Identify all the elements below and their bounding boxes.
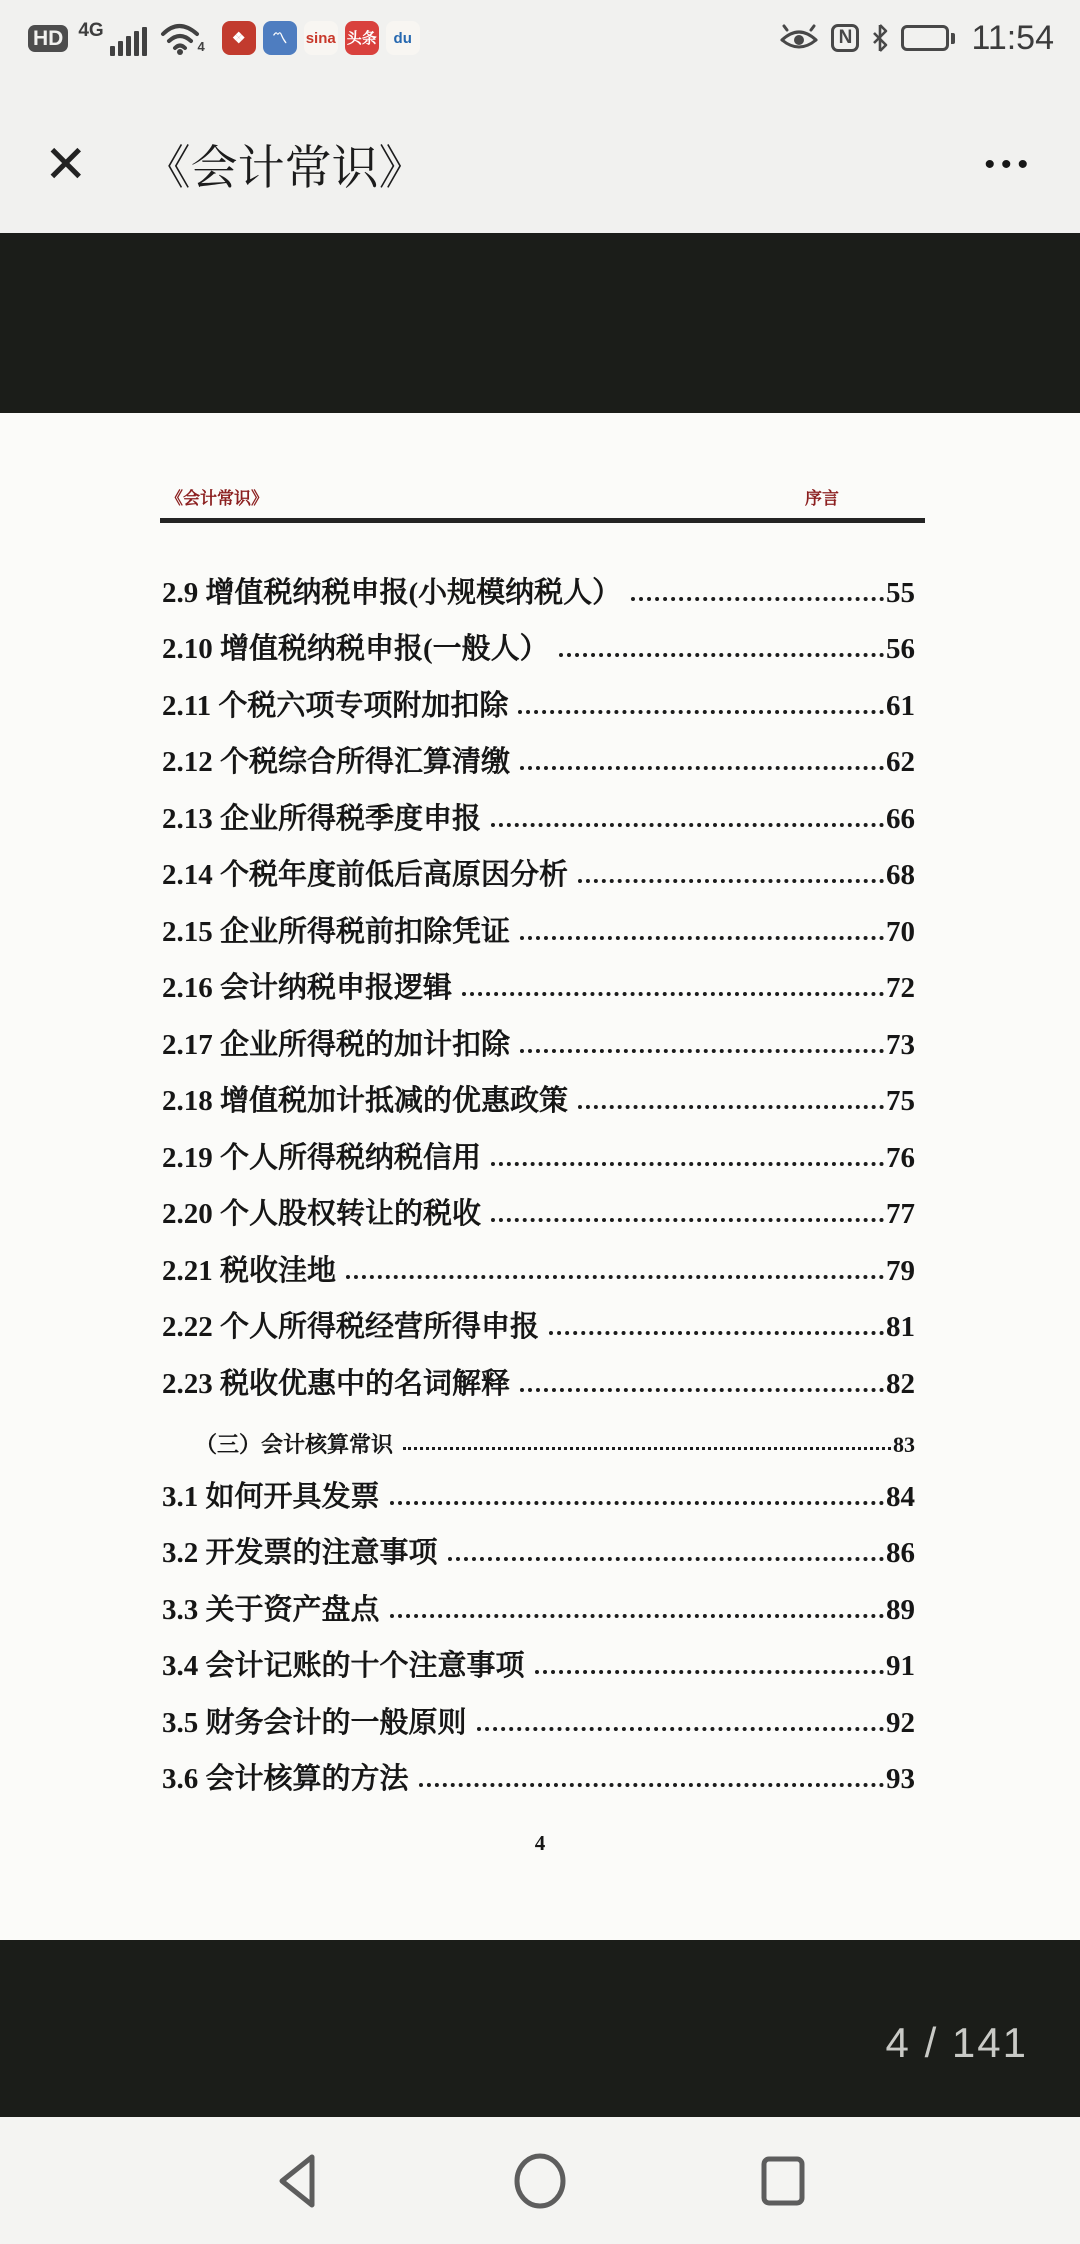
nfc-icon: N — [831, 24, 859, 52]
toc-entry-page: 68 — [886, 859, 915, 892]
sina-app-icon — [304, 21, 338, 55]
toc-entry-label: 2.23 税收优惠中的名词解释 — [162, 1367, 511, 1400]
toc-dot-leader — [631, 597, 884, 601]
toc-dot-leader — [419, 1783, 884, 1787]
header-rule — [160, 518, 925, 523]
toc-dot-leader — [390, 1501, 884, 1505]
signal-strength-icon — [107, 27, 147, 56]
toc-entry-page: 62 — [886, 746, 915, 779]
toc-row — [162, 1515, 915, 1572]
status-bar — [0, 0, 1080, 70]
toc-entry-page: 79 — [886, 1254, 915, 1287]
toc-entry-page: 76 — [886, 1141, 915, 1174]
toc-entry-label: 2.21 税收洼地 — [162, 1254, 337, 1287]
toc-row — [162, 893, 915, 950]
status-bar-left — [28, 20, 420, 56]
toc-row — [162, 1063, 915, 1120]
toc-entry-label: 3.6 会计核算的方法 — [162, 1763, 409, 1796]
page-footer-number: 4 — [534, 1831, 546, 1856]
toc-dot-leader — [390, 1614, 884, 1618]
toc-row — [162, 1119, 915, 1176]
nav-home-button[interactable] — [512, 2153, 568, 2209]
toc-row — [162, 780, 915, 837]
document-page — [0, 413, 1080, 1940]
wifi-icon — [159, 20, 203, 56]
toc-entry-page: 72 — [886, 972, 915, 1005]
toc-entry-label: （三）会计核算常识 — [195, 1431, 394, 1457]
toutiao-app-icon — [345, 21, 379, 55]
more-options-icon[interactable]: ••• — [984, 147, 1034, 181]
toc-row — [162, 554, 915, 611]
notification-app-glyph: 头条 — [346, 29, 377, 47]
toc-entry-page: 56 — [886, 633, 915, 666]
toc-dot-leader — [535, 1670, 884, 1674]
toc-entry-label: 2.20 个人股权转让的税收 — [162, 1198, 482, 1231]
toc-entry-page: 89 — [886, 1593, 915, 1626]
toc-row — [162, 1684, 915, 1741]
toc-entry-page: 82 — [886, 1367, 915, 1400]
toc-row — [162, 1741, 915, 1798]
android-nav-bar — [0, 2117, 1080, 2244]
notification-app-glyph: 〽 — [272, 29, 288, 47]
toc-entry-label: 3.1 如何开具发票 — [162, 1480, 380, 1513]
toc-dot-leader — [578, 879, 884, 883]
toc-entry-label: 2.22 个人所得税经营所得申报 — [162, 1311, 540, 1344]
toc-entry-label: 2.18 增值税加计抵减的优惠政策 — [162, 1085, 569, 1118]
toc-entry-label: 2.9 增值税纳税申报(小规模纳税人） — [162, 576, 622, 609]
viewer-background-top — [0, 233, 1080, 413]
toc-row — [162, 950, 915, 1007]
toc-row — [162, 724, 915, 781]
toc-entry-label: 2.15 企业所得税前扣除凭证 — [162, 915, 511, 948]
toc-entry-page: 83 — [893, 1431, 915, 1457]
toc-entry-label: 3.2 开发票的注意事项 — [162, 1537, 438, 1570]
toc-dot-leader — [448, 1557, 884, 1561]
toc-row — [162, 1571, 915, 1628]
toc-entry-label: 2.19 个人所得税纳税信用 — [162, 1141, 482, 1174]
eye-comfort-icon — [779, 23, 819, 53]
toc-row — [162, 1232, 915, 1289]
viewer-background-bottom — [0, 1940, 1080, 2117]
clock-time: 11:54 — [971, 18, 1054, 57]
toc-entry-label: 2.11 个税六项专项附加扣除 — [162, 689, 509, 722]
toc-entry-page: 75 — [886, 1085, 915, 1118]
bluetooth-icon — [871, 23, 889, 53]
toc-row — [162, 1289, 915, 1346]
toc-entry-page: 77 — [886, 1198, 915, 1231]
notification-icons — [215, 21, 420, 55]
toc-entry-page: 86 — [886, 1537, 915, 1570]
toc-dot-leader — [520, 1388, 884, 1392]
toc-entry-page: 81 — [886, 1311, 915, 1344]
toc-row — [162, 1628, 915, 1685]
toc-row — [162, 837, 915, 894]
toc-entry-page: 93 — [886, 1763, 915, 1796]
toc-dot-leader — [346, 1275, 884, 1279]
toc-dot-leader — [520, 1049, 884, 1053]
toc-dot-leader — [549, 1331, 884, 1335]
table-of-contents — [162, 554, 915, 1797]
toc-dot-leader — [520, 936, 884, 940]
wifi-generation-badge: 4 — [197, 39, 205, 54]
toc-entry-page: 91 — [886, 1650, 915, 1683]
toc-entry-label: 2.16 会计纳税申报逻辑 — [162, 972, 453, 1005]
toc-dot-leader — [491, 1218, 884, 1222]
hd-volte-icon: HD — [28, 25, 68, 52]
toc-entry-page: 73 — [886, 1028, 915, 1061]
toc-entry-label: 2.10 增值税纳税申报(一般人） — [162, 633, 549, 666]
toc-entry-page: 55 — [886, 576, 915, 609]
toc-entry-page: 84 — [886, 1480, 915, 1513]
toc-entry-label: 2.13 企业所得税季度申报 — [162, 802, 482, 835]
toc-row — [162, 1176, 915, 1233]
toc-entry-page: 61 — [886, 689, 915, 722]
toc-entry-label: 3.4 会计记账的十个注意事项 — [162, 1650, 525, 1683]
document-title-bar — [0, 70, 1080, 233]
notification-app-glyph: sina — [305, 29, 336, 47]
baidu-app-icon — [386, 21, 420, 55]
battery-icon — [901, 25, 955, 51]
nav-recents-button[interactable] — [760, 2155, 806, 2207]
toc-entry-label: 3.3 关于资产盘点 — [162, 1593, 380, 1626]
toc-entry-label: 2.17 企业所得税的加计扣除 — [162, 1028, 511, 1061]
page-header — [166, 413, 839, 509]
page-header-right: 序言 — [805, 489, 839, 508]
toc-row — [162, 1345, 915, 1402]
toc-dot-leader — [520, 766, 884, 770]
toc-dot-leader — [491, 823, 884, 827]
document-viewport[interactable] — [0, 233, 1080, 2117]
page-header-left: 《会计常识》 — [166, 489, 268, 508]
toc-entry-page: 70 — [886, 915, 915, 948]
notification-app-glyph: ❖ — [231, 29, 246, 47]
toc-dot-leader — [462, 992, 884, 996]
notification-app-glyph: du — [393, 29, 412, 47]
toc-dot-leader — [491, 1162, 884, 1166]
toc-entry-label: 2.14 个税年度前低后高原因分析 — [162, 859, 569, 892]
red-knot-app-icon — [222, 21, 256, 55]
toc-dot-leader — [403, 1447, 891, 1450]
toc-row — [162, 1402, 915, 1459]
toc-row — [162, 667, 915, 724]
toc-dot-leader — [518, 710, 884, 714]
network-type-label: 4G — [78, 19, 104, 41]
toc-row — [162, 1458, 915, 1515]
toc-entry-label: 2.12 个税综合所得汇算清缴 — [162, 746, 511, 779]
status-bar-right — [779, 19, 1054, 58]
toc-entry-page: 66 — [886, 802, 915, 835]
toc-dot-leader — [477, 1727, 884, 1731]
nav-back-button[interactable] — [274, 2152, 320, 2210]
toc-entry-label: 3.5 财务会计的一般原则 — [162, 1706, 467, 1739]
toc-entry-page: 92 — [886, 1706, 915, 1739]
toc-dot-leader — [559, 653, 884, 657]
toc-dot-leader — [578, 1105, 884, 1109]
close-icon[interactable]: ✕ — [44, 135, 88, 194]
page-title: 《会计常识》 — [143, 141, 426, 194]
toc-row — [162, 611, 915, 668]
page-indicator: 4 / 141 — [885, 2018, 1028, 2066]
stocks-chart-app-icon — [263, 21, 297, 55]
toc-row — [162, 1006, 915, 1063]
